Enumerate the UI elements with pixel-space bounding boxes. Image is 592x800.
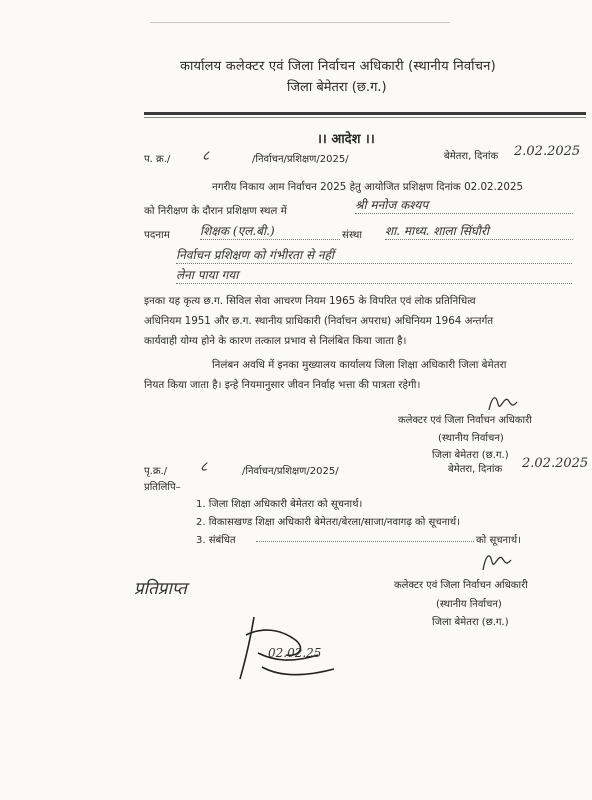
header-rule-thick [144,112,586,115]
copy-date-label: बेमेतरा, दिनांक [448,464,503,475]
header-rule-thin [144,117,586,118]
para2-line1: निलंबन अवधि में इनका मुख्यालय कार्यालय जिला शिक्षा अधिकारी जिला बेमेतरा [212,359,507,371]
copy-ref-suffix: /निर्वाचन/प्रशिक्षण/2025/ [242,466,339,477]
date-label: बेमेतरा, दिनांक [444,151,499,162]
order-title: ।। आदेश ।। [317,132,375,147]
post-handwritten: शिक्षक (एल.बी.) [200,222,340,240]
signature1-designation: कलेक्टर एवं जिला निर्वाचन अधिकारी [398,415,532,426]
date-handwritten: 2.02.2025 [514,144,581,159]
copy-item-1: 1. जिला शिक्षा अधिकारी बेमेतरा को सूचनार्थ। [196,499,363,510]
copy-item-3-suffix: को सूचनार्थ। [476,535,521,546]
copy-item-2: 2. विकासखण्ड शिक्षा अधिकारी बेमेतरा/बेरला/साजा/नवागढ़ को सूचनार्थ। [196,517,460,528]
para2-line2: नियत किया जाता है। इन्हे नियमानुसार जीवन निर्वाह भत्ता की पात्रता रहेगी। [144,379,421,391]
signature2-wing: (स्थानीय निर्वाचन) [436,599,502,610]
collector-signature-2 [480,548,514,574]
para1-line1: नगरीय निकाय आम निर्वाचन 2025 हेतु आयोजित प्रशिक्षण दिनांक 02.02.2025 [212,181,524,193]
post-label: पदनाम [144,229,170,241]
signature1-district: जिला बेमेतरा (छ.ग.) [432,450,509,461]
para1-line7: कार्यवाही योग्य होने के कारण तत्काल प्रभाव से निलंबित किया जाता है। [144,335,407,347]
remark-handwritten-line2: लेना पाया गया [176,266,572,284]
para1-line2: को निरीक्षण के दौरान प्रशिक्षण स्थल में [144,205,287,217]
para1-line5: इनका यह कृत्य छ.ग. सिविल सेवा आचरण नियम 1965 के विपरित एवं लोक प्रतिनिधित्व [144,295,476,307]
copy-ref-number-handwritten: ८ [200,459,208,475]
copy-item-3-blank [256,540,474,542]
receipt-date-handwritten: 02.02.25 [268,646,322,660]
signature2-designation: कलेक्टर एवं जिला निर्वाचन अधिकारी [394,580,528,591]
institution-handwritten: शा. माध्य. शाला सिंघौरी [385,222,573,240]
ref-suffix: /निर्वाचन/प्रशिक्षण/2025/ [252,154,349,165]
para1-line6: अधिनियम 1951 और छ.ग. स्थानीय प्राधिकारी (निर्वाचन अपराध) अधिनियम 1964 अन्तर्गत [144,315,494,327]
copy-item-3: 3. संबंधित [196,535,236,546]
receipt-handwritten-label: प्रतिप्राप्त [134,579,187,599]
copy-ref-prefix: पृ.क्र./ [144,466,168,477]
office-district: जिला बेमेतरा (छ.ग.) [287,80,387,95]
remark-handwritten-line1: निर्वाचन प्रशिक्षण को गंभीरता से नहीं [176,246,572,264]
office-heading: कार्यालय कलेक्टर एवं जिला निर्वाचन अधिकारी (स्थानीय निर्वाचन) [180,59,496,74]
institution-label: संस्था [342,229,363,241]
signature2-district: जिला बेमेतरा (छ.ग.) [432,617,509,628]
name-handwritten: श्री मनोज कश्यप [355,196,573,214]
signature1-wing: (स्थानीय निर्वाचन) [438,433,504,444]
ref-prefix: प. क्र./ [144,154,171,165]
copy-label: प्रतिलिपि– [144,482,181,493]
ref-number-handwritten: ८ [202,148,210,164]
copy-date-handwritten: 2.02.2025 [522,456,589,471]
top-edge-line [150,22,450,23]
